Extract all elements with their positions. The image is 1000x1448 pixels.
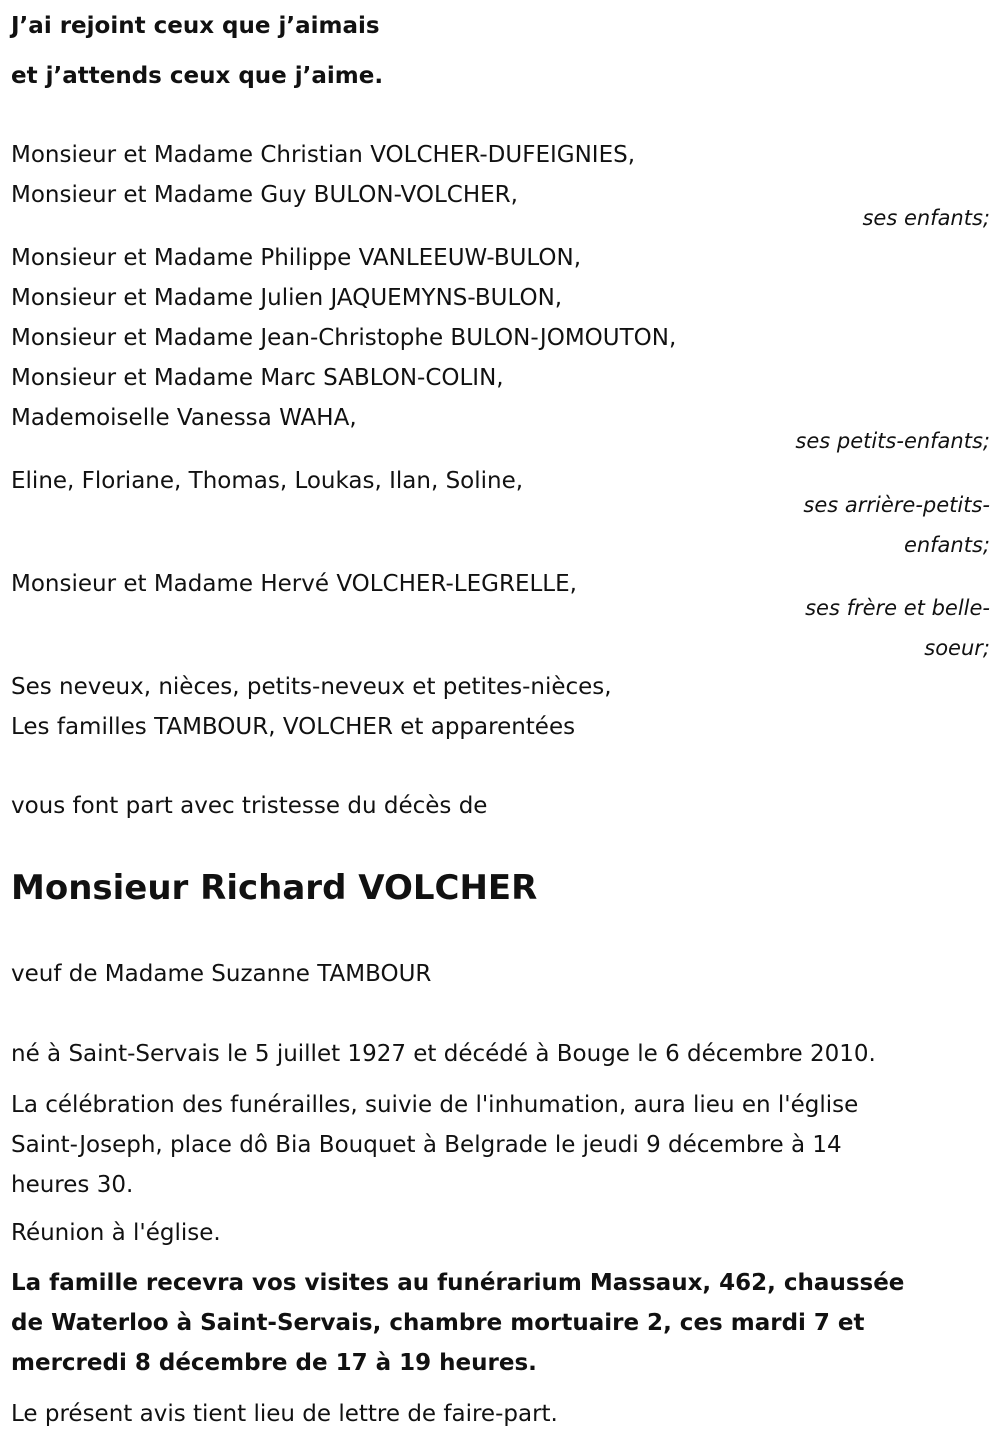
widower-line: veuf de Madame Suzanne TAMBOUR <box>11 961 432 987</box>
closing-line: Le présent avis tient lieu de lettre de faire-part. <box>11 1401 558 1427</box>
birth-death: né à Saint-Servais le 5 juillet 1927 et décédé à Bouge le 6 décembre 2010. <box>11 1041 876 1067</box>
family-line: Les familles TAMBOUR, VOLCHER et apparentées <box>11 714 576 740</box>
epigraph-line: et j’attends ceux que j’aime. <box>11 63 384 89</box>
family-line: Ses neveux, nièces, petits-neveux et petites-nièces, <box>11 674 612 700</box>
family-line: Monsieur et Madame Jean-Christophe BULON-JOMOUTON, <box>11 325 677 351</box>
relation-label: ses enfants; <box>862 206 990 230</box>
relation-label: soeur; <box>924 636 990 660</box>
epigraph-line: J’ai rejoint ceux que j’aimais <box>11 13 380 39</box>
relation-label: ses arrière-petits- <box>803 493 990 517</box>
family-line: Monsieur et Madame Marc SABLON-COLIN, <box>11 365 504 391</box>
family-line: Monsieur et Madame Christian VOLCHER-DUFEIGNIES, <box>11 142 636 168</box>
ceremony-line: heures 30. <box>11 1172 134 1198</box>
deceased-name: Monsieur Richard VOLCHER <box>11 868 538 908</box>
meeting-line: Réunion à l'église. <box>11 1220 221 1246</box>
family-line: Monsieur et Madame Julien JAQUEMYNS-BULON, <box>11 285 563 311</box>
family-line: Monsieur et Madame Guy BULON-VOLCHER, <box>11 182 518 208</box>
family-line: Monsieur et Madame Hervé VOLCHER-LEGRELLE, <box>11 571 577 597</box>
family-line: Monsieur et Madame Philippe VANLEEUW-BULON, <box>11 245 582 271</box>
ceremony-line: Saint-Joseph, place dô Bia Bouquet à Belgrade le jeudi 9 décembre à 14 <box>11 1132 842 1158</box>
visits-line: La famille recevra vos visites au funérarium Massaux, 462, chaussée <box>11 1270 905 1296</box>
ceremony-line: La célébration des funérailles, suivie de l'inhumation, aura lieu en l'église <box>11 1092 859 1118</box>
family-line: Mademoiselle Vanessa WAHA, <box>11 405 357 431</box>
announcement: vous font part avec tristesse du décès de <box>11 793 488 819</box>
visits-line: mercredi 8 décembre de 17 à 19 heures. <box>11 1350 537 1376</box>
family-line: Eline, Floriane, Thomas, Loukas, Ilan, Soline, <box>11 468 524 494</box>
relation-label: ses frère et belle- <box>805 596 990 620</box>
visits-line: de Waterloo à Saint-Servais, chambre mortuaire 2, ces mardi 7 et <box>11 1310 865 1336</box>
relation-label: enfants; <box>903 533 990 557</box>
relation-label: ses petits-enfants; <box>795 429 990 453</box>
